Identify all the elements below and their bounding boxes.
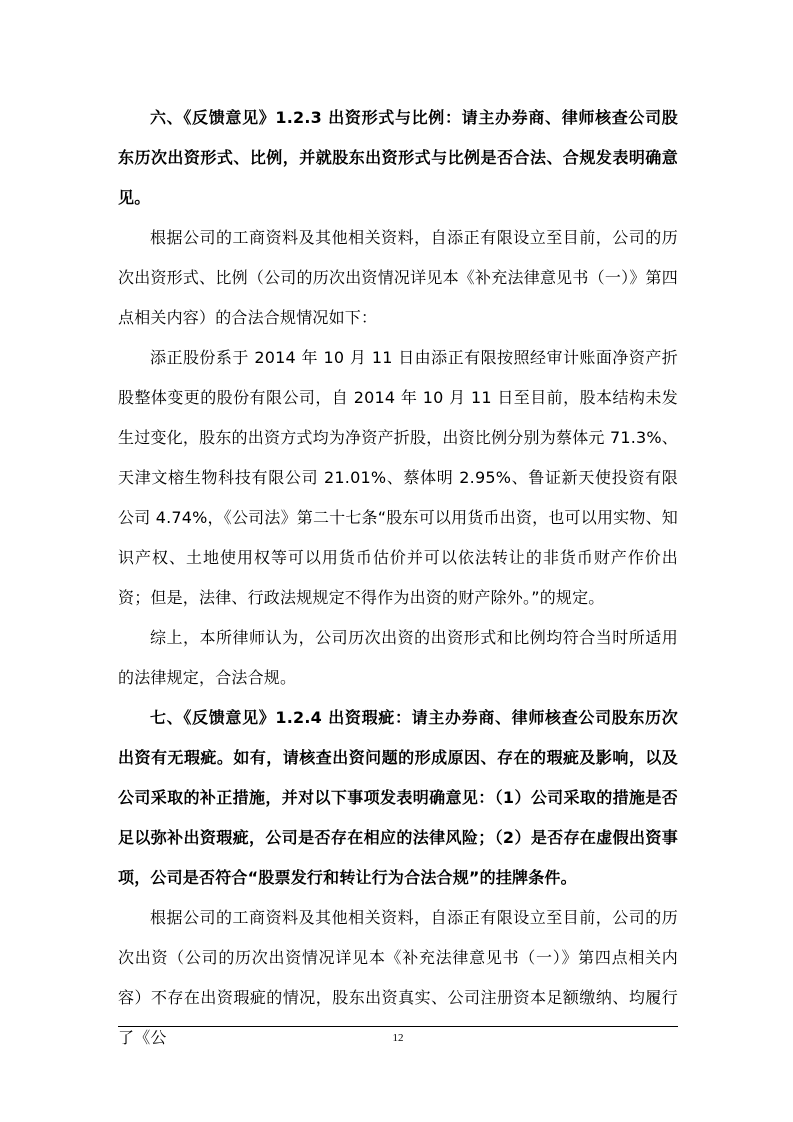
question-6-detail-paragraph: 添正股份系于 2014 年 10 月 11 日由添正有限按照经审计账面净资产折股整体变更的股份有限公司，自 2014 年 10 月 11 日至目前，股本结构未发生过变化，股东的出资方式均为净资产折股，出资比例分别为蔡体元 71.3%、天津文榕生物科技有限公司 21.01%、蔡体明 2.95%、鲁证新天使投资有限公司 4.74%，《公司法》第二十七条“股东可以用货币出资，也可以用实物、知识产权、土地使用权等可以用货币估价并可以依法转让的非货币财产作价出资；但是，法律、行政法规规定不得作为出资的财产除外。”的规定。 [118, 348, 678, 607]
question-6-conclusion-paragraph: 综上，本所律师认为，公司历次出资的出资形式和比例均符合当时所适用的法律规定，合法合规。 [118, 628, 678, 687]
document-body [118, 98, 678, 1058]
footer-divider [118, 1026, 678, 1027]
question-6-heading: 六、《反馈意见》1.2.3 出资形式与比例：请主办券商、律师核查公司股东历次出资形式、比例，并就股东出资形式与比例是否合法、合规发表明确意见。 [118, 108, 678, 207]
question-7-heading: 七、《反馈意见》1.2.4 出资瑕疵：请主办券商、律师核查公司股东历次出资有无瑕疵。如有，请核查出资问题的形成原因、存在的瑕疵及影响，以及公司采取的补正措施，并对以下事项发表明确意见：（1）公司采取的措施是否足以弥补出资瑕疵，公司是否存在相应的法律风险；（2）是否存在虚假出资事项，公司是否符合“股票发行和转让行为合法合规”的挂牌条件。 [118, 708, 678, 887]
question-6-answer-paragraph: 根据公司的工商资料及其他相关资料，自添正有限设立至目前，公司的历次出资形式、比例（公司的历次出资情况详见本《补充法律意见书（一）》第四点相关内容）的合法合规情况如下： [118, 228, 678, 327]
page-number: 12 [392, 1032, 404, 1044]
question-7-answer-paragraph: 根据公司的工商资料及其他相关资料，自添正有限设立至目前，公司的历次出资（公司的历次出资情况详见本《补充法律意见书（一）》第四点相关内容）不存在出资瑕疵的情况，股东出资真实、公司注册资本足额缴纳、均履行了《公 [118, 908, 678, 1047]
